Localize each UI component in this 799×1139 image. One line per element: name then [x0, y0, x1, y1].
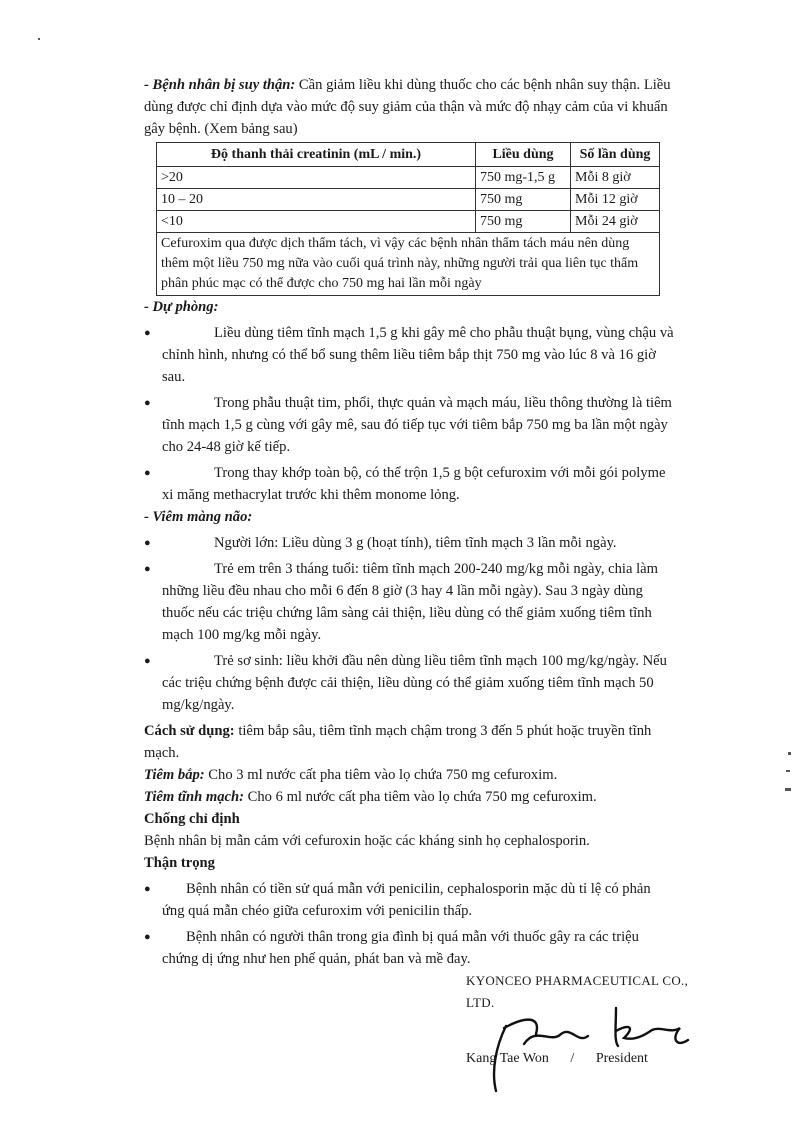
table-header: Độ thanh thải creatinin (mL / min.) [157, 143, 476, 167]
signatory-name: Kang Tae Won [466, 1051, 549, 1066]
scan-speck [38, 38, 40, 40]
table-note-row [157, 233, 660, 296]
bullet-icon: ● [144, 883, 151, 895]
renal-label: - Bệnh nhân bị suy thận: [144, 77, 296, 93]
list-item [144, 532, 674, 554]
table-header: Số lần dùng [571, 143, 660, 167]
meningitis-item: Trẻ sơ sinh: liều khởi đầu nên dùng liều tiêm tĩnh mạch 100 mg/kg/ngày. Nếu các triệu chứng bệnh được cải thiện, liều dùng có thể giảm xuống tiêm tĩnh mạch 50 mg/kg/ngày. [162, 653, 667, 713]
table-row [157, 211, 660, 233]
bullet-icon: ● [144, 537, 151, 549]
table-cell: <10 [157, 211, 476, 233]
im-section [144, 764, 674, 786]
contra-text: Bệnh nhân bị mẫn cảm với cefuroxin hoặc các kháng sinh họ cephalosporin. [144, 833, 590, 849]
list-item [144, 392, 674, 458]
table-cell: >20 [157, 167, 476, 189]
renal-section [144, 74, 674, 140]
iv-label: Tiêm tĩnh mạch: [144, 789, 244, 805]
bullet-icon: ● [144, 655, 151, 667]
bullet-icon: ● [144, 397, 151, 409]
table-cell: 10 – 20 [157, 189, 476, 211]
company-name: KYONCEO PHARMACEUTICAL CO., LTD. [466, 973, 689, 1010]
document-page [144, 74, 674, 970]
caution-item: Bệnh nhân có người thân trong gia đình bị quá mẫn với thuốc gây ra các triệu chứng dị ứng như hen phế quản, phát ban và mề đay. [162, 929, 639, 967]
caution-item: Bệnh nhân có tiền sử quá mẫn với penicilin, cephalosporin mặc dù tỉ lệ có phản ứng quá mẫn chéo giữa cefuroxim với penicilin thấp. [162, 881, 651, 919]
bullet-icon: ● [144, 931, 151, 943]
contra-heading: Chống chỉ định [144, 811, 240, 827]
prevention-item: Liều dùng tiêm tĩnh mạch 1,5 g khi gây mê cho phẫu thuật bụng, vùng chậu và chỉnh hình, nhưng có thể bổ sung thêm liều tiêm bắp thịt 750 mg vào lúc 8 và 16 giờ sau. [162, 325, 674, 385]
signatory-title: President [595, 1051, 648, 1066]
table-cell: Mỗi 12 giờ [571, 189, 660, 211]
scan-speck [788, 752, 791, 755]
list-item [144, 878, 674, 922]
prevention-label: - Dự phòng: [144, 299, 219, 315]
scan-speck [785, 788, 791, 791]
iv-section [144, 786, 674, 808]
meningitis-item: Trẻ em trên 3 tháng tuổi: tiêm tĩnh mạch 200-240 mg/kg mỗi ngày, chia làm những liều đều nhau cho mỗi 6 đến 8 giờ (3 hay 4 lần mỗi ngày). Sau 3 ngày dùng thuốc nếu các triệu chứng lâm sàng cải thiện, liều dùng có thể giảm xuống tiêm tĩnh mạch 100 mg/kg mỗi ngày. [162, 561, 658, 643]
renal-text: Cần giảm liều khi dùng thuốc cho các bệnh nhân suy thận. Liều dùng được chỉ định dựa vào mức độ suy giảm của thận và mức độ nhạy cảm của vi khuẩn gây bệnh. (Xem bảng sau) [144, 77, 671, 137]
signatory-separator: / [570, 1051, 575, 1066]
prevention-item: Trong phẫu thuật tim, phổi, thực quản và mạch máu, liều thông thường là tiêm tĩnh mạch 1,5 g cùng với gây mê, sau đó tiếp tục với tiêm bắp 750 mg ba lần một ngày cho 24-48 giờ kế tiếp. [162, 395, 672, 455]
list-item [144, 558, 674, 646]
im-label: Tiêm bắp: [144, 767, 205, 783]
table-cell: 750 mg-1,5 g [476, 167, 571, 189]
table-header: Liều dùng [476, 143, 571, 167]
table-row [157, 167, 660, 189]
iv-text: Cho 6 ml nước cất pha tiêm vào lọ chứa 750 mg cefuroxim. [244, 789, 597, 805]
list-item [144, 322, 674, 388]
table-cell: Mỗi 8 giờ [571, 167, 660, 189]
usage-text: tiêm bắp sâu, tiêm tĩnh mạch chậm trong 3 đến 5 phút hoặc truyền tĩnh mạch. [144, 723, 652, 761]
usage-section [144, 720, 674, 764]
table-row [157, 189, 660, 211]
table-cell: Mỗi 24 giờ [571, 211, 660, 233]
handwritten-signature-icon [466, 986, 706, 1096]
bullet-icon: ● [144, 327, 151, 339]
signature-block [466, 970, 706, 1066]
meningitis-item: Người lớn: Liều dùng 3 g (hoạt tính), tiêm tĩnh mạch 3 lần mỗi ngày. [214, 535, 617, 551]
prevention-item: Trong thay khớp toàn bộ, có thể trộn 1,5 g bột cefuroxim với mỗi gói polyme xi măng methacrylat trước khi thêm monome lỏng. [162, 465, 666, 503]
table-note: Cefuroxim qua được dịch thẩm tách, vì vậy các bệnh nhân thẩm tách máu nên dùng thêm một liều 750 mg nữa vào cuối quá trình này, những người trải qua liên tục thẩm phân phúc mạc có thể được cho 750 mg hai lần mỗi ngày [157, 233, 660, 296]
table-cell: 750 mg [476, 211, 571, 233]
bullet-icon: ● [144, 563, 151, 575]
list-item [144, 650, 674, 716]
signatory-line [466, 1048, 666, 1070]
usage-label: Cách sử dụng: [144, 723, 235, 739]
im-text: Cho 3 ml nước cất pha tiêm vào lọ chứa 750 mg cefuroxim. [204, 767, 558, 783]
renal-dose-table [156, 142, 660, 296]
meningitis-label: - Viêm màng não: [144, 509, 253, 525]
list-item [144, 462, 674, 506]
list-item [144, 926, 674, 970]
table-header-row [157, 143, 660, 167]
bullet-icon: ● [144, 467, 151, 479]
table-cell: 750 mg [476, 189, 571, 211]
caution-heading: Thận trọng [144, 855, 215, 871]
scan-speck [786, 770, 790, 772]
